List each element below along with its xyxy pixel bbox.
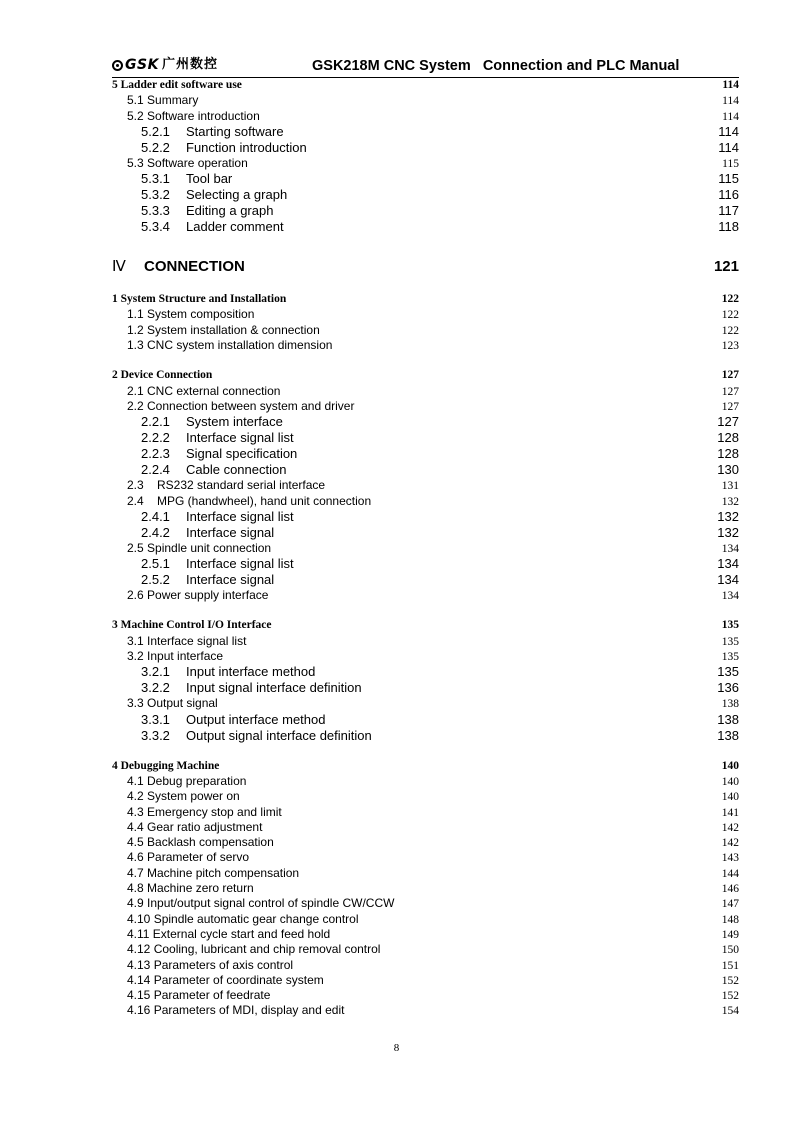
toc-entry[interactable] — [112, 257, 739, 277]
toc-entry-label — [127, 835, 274, 850]
toc-entry-label — [127, 774, 246, 789]
toc-entry-label — [127, 850, 249, 865]
toc-entry-title: 3.2 Input interface — [127, 649, 224, 664]
toc-entry-page: 122 — [721, 309, 739, 322]
toc-entry[interactable] — [112, 927, 739, 942]
toc-entry[interactable] — [112, 896, 739, 911]
toc-entry-number: 3.2.1 — [141, 664, 170, 680]
toc-entry[interactable] — [112, 446, 739, 462]
toc-entry[interactable] — [112, 307, 739, 322]
toc-entry-title: 2.5 Spindle unit connection — [127, 540, 272, 555]
toc-entry-label — [127, 649, 223, 664]
toc-spacer — [112, 353, 739, 368]
toc-entry-title: 4.6 Parameter of servo — [127, 850, 250, 865]
toc-entry-title: 4.13 Parameters of axis control — [127, 957, 294, 972]
toc-entry-page: 148 — [721, 913, 739, 926]
toc-entry-title: 4.3 Emergency stop and limit — [127, 804, 282, 819]
toc-entry-page: 134 — [717, 556, 739, 572]
toc-entry-title: 4 Debugging Machine — [112, 759, 220, 772]
toc-entry[interactable] — [112, 942, 739, 957]
toc-entry-number: 5.3.1 — [141, 171, 170, 187]
toc-entry-label — [141, 219, 284, 235]
toc-entry-page: 128 — [717, 446, 739, 462]
toc-entry-page: 149 — [721, 928, 739, 941]
logo-text: GSK — [125, 57, 159, 73]
toc-entry-page: 150 — [721, 944, 739, 957]
toc-entry-page: 147 — [721, 898, 739, 911]
toc-entry-page: 152 — [721, 990, 739, 1003]
toc-entry-label — [141, 171, 232, 187]
toc-entry-label — [127, 896, 394, 911]
toc-entry-title: 4.15 Parameter of feedrate — [127, 988, 271, 1003]
toc-entry-title: Input signal interface definition — [186, 680, 362, 696]
toc-entry-title: 4.9 Input/output signal control of spindle CW/CCW — [127, 896, 395, 911]
toc-entry-number: 2.4.2 — [141, 524, 170, 540]
toc-entry-label — [127, 927, 330, 942]
toc-entry[interactable] — [112, 820, 739, 835]
toc-entry-title: 1.1 System composition — [127, 307, 255, 322]
logo-chinese-text: 广州数控 — [161, 57, 218, 72]
toc-entry[interactable] — [112, 881, 739, 896]
toc-entry-title: 2.1 CNC external connection — [127, 383, 281, 398]
toc-entry-label — [127, 912, 359, 927]
toc-entry-page: 132 — [717, 508, 739, 524]
toc-entry-label — [127, 789, 240, 804]
toc-entry-number: 5.3.4 — [141, 219, 170, 235]
toc-entry[interactable] — [112, 728, 739, 744]
toc-entry-number: 2.3 — [127, 478, 144, 493]
toc-entry-title: 3.1 Interface signal list — [127, 633, 247, 648]
toc-entry-page: 144 — [721, 867, 739, 880]
toc-entry-page: 140 — [721, 775, 739, 788]
toc-entry[interactable] — [112, 78, 739, 93]
toc-entry-label — [141, 728, 372, 744]
toc-entry-title: 4.14 Parameter of coordinate system — [127, 972, 324, 987]
toc-entry[interactable] — [112, 1003, 739, 1018]
toc-entry[interactable] — [112, 572, 739, 588]
toc-entry[interactable] — [112, 430, 739, 446]
toc-entry-title: System interface — [186, 414, 283, 430]
toc-entry[interactable] — [112, 140, 739, 156]
toc-entry-title: Interface signal list — [186, 556, 294, 572]
toc-spacer — [112, 744, 739, 759]
gsk-logo — [112, 57, 218, 73]
header-title: GSK218M CNC System Connection and PLC Manual — [312, 58, 680, 74]
toc-spacer — [112, 235, 739, 257]
toc-spacer — [112, 277, 739, 292]
page-number: 8 — [393, 1042, 400, 1054]
toc-entry-label — [112, 759, 219, 774]
toc-entry[interactable] — [112, 414, 739, 430]
toc-entry-title: Ladder comment — [186, 219, 284, 235]
toc-entry-page: 138 — [717, 727, 739, 743]
toc-entry-label — [127, 942, 380, 957]
toc-entry-label — [112, 368, 212, 383]
toc-entry-label — [141, 414, 283, 430]
toc-entry-label — [112, 78, 242, 93]
toc-entry-label — [141, 525, 274, 541]
toc-entry-label — [127, 478, 325, 493]
toc-entry-title: Selecting a graph — [186, 187, 288, 203]
toc-entry[interactable] — [112, 462, 739, 478]
toc-entry-title: Interface signal — [186, 572, 275, 588]
toc-entry-page: 121 — [713, 258, 739, 276]
toc-entry-title: Interface signal — [186, 524, 275, 540]
toc-entry-label — [127, 988, 270, 1003]
toc-entry-title: 4.2 System power on — [127, 789, 240, 804]
toc-entry-number: 5.3.2 — [141, 187, 170, 203]
toc-entry-page: 118 — [718, 219, 739, 235]
toc-entry-label — [141, 187, 287, 203]
toc-entry[interactable] — [112, 494, 739, 509]
toc-entry-label — [127, 109, 260, 124]
toc-entry-page: 140 — [721, 759, 739, 772]
toc-entry-title: CONNECTION — [144, 258, 245, 276]
toc-entry-title: 5 Ladder edit software use — [112, 79, 242, 91]
toc-entry-label — [127, 881, 254, 896]
toc-entry-number: 3.3.2 — [141, 727, 170, 743]
toc-entry[interactable] — [112, 384, 739, 399]
toc-entry-page: 116 — [718, 187, 739, 203]
toc-entry-label — [127, 958, 293, 973]
toc-entry-label — [112, 257, 245, 277]
toc-entry-page: 114 — [718, 123, 739, 139]
toc-entry[interactable] — [112, 292, 739, 307]
toc-entry-label — [141, 430, 294, 446]
toc-entry-label — [141, 124, 284, 140]
toc-entry-page: 138 — [721, 698, 739, 711]
toc-entry-number: 5.2.1 — [141, 123, 170, 139]
toc-entry-title: 5.1 Summary — [127, 93, 199, 108]
toc-entry-label — [127, 805, 282, 820]
toc-entry-title: Output signal interface definition — [186, 727, 372, 743]
table-of-contents — [112, 78, 739, 1019]
toc-entry-title: Interface signal list — [186, 508, 294, 524]
toc-entry-label — [127, 323, 320, 338]
toc-entry-label — [127, 156, 248, 171]
toc-entry[interactable] — [112, 338, 739, 353]
toc-entry-page: 152 — [721, 974, 739, 987]
toc-entry-page: 134 — [717, 572, 739, 588]
toc-entry[interactable] — [112, 109, 739, 124]
toc-entry-page: 141 — [721, 806, 739, 819]
toc-entry[interactable] — [112, 556, 739, 572]
toc-entry[interactable] — [112, 618, 739, 633]
toc-entry[interactable] — [112, 399, 739, 414]
toc-entry-title: 4.4 Gear ratio adjustment — [127, 819, 263, 834]
toc-entry-label — [127, 541, 271, 556]
toc-entry-title: MPG (handwheel), hand unit connection — [157, 493, 372, 508]
toc-entry[interactable] — [112, 759, 739, 774]
toc-entry-page: 135 — [721, 619, 739, 632]
toc-entry-label — [127, 384, 280, 399]
toc-entry[interactable] — [112, 541, 739, 556]
toc-entry-page: 131 — [721, 480, 739, 493]
toc-entry[interactable] — [112, 323, 739, 338]
toc-entry-label — [127, 696, 218, 711]
toc-entry-page: 142 — [721, 837, 739, 850]
toc-entry-label — [141, 462, 286, 478]
toc-entry[interactable] — [112, 368, 739, 383]
toc-entry-label — [127, 399, 354, 414]
toc-entry-label — [141, 509, 294, 525]
toc-entry-number: 3.2.2 — [141, 680, 170, 696]
toc-entry-label — [141, 572, 274, 588]
toc-entry[interactable] — [112, 93, 739, 108]
toc-entry-label — [141, 556, 294, 572]
toc-entry-title: Output interface method — [186, 711, 326, 727]
toc-entry-number: 5.2.2 — [141, 139, 170, 155]
toc-entry-number: 2.5.1 — [141, 556, 170, 572]
toc-entry-label — [127, 973, 324, 988]
toc-entry[interactable] — [112, 203, 739, 219]
toc-entry[interactable] — [112, 958, 739, 973]
toc-entry-page: 127 — [717, 414, 739, 430]
toc-entry-title: 4.10 Spindle automatic gear change control — [127, 911, 359, 926]
toc-entry-number: 5.3.3 — [141, 203, 170, 219]
toc-entry[interactable] — [112, 866, 739, 881]
toc-entry-page: 115 — [718, 171, 739, 187]
toc-entry-page: 154 — [721, 1005, 739, 1018]
toc-entry-title: Interface signal list — [186, 430, 294, 446]
toc-entry-number: 2.5.2 — [141, 572, 170, 588]
toc-entry-title: Input interface method — [186, 664, 316, 680]
toc-entry-title: 4.12 Cooling, lubricant and chip removal control — [127, 942, 381, 957]
toc-entry[interactable] — [112, 696, 739, 711]
toc-entry-page: 114 — [718, 139, 739, 155]
toc-entry-title: 2.6 Power supply interface — [127, 588, 269, 603]
toc-entry-page: 123 — [721, 340, 739, 353]
toc-entry-page: 132 — [721, 495, 739, 508]
toc-entry-title: 5.2 Software introduction — [127, 108, 260, 123]
toc-entry-page: 134 — [721, 542, 739, 555]
toc-entry-number: 2.4 — [127, 493, 144, 508]
toc-entry-number: 3.3.1 — [141, 711, 170, 727]
toc-entry[interactable] — [112, 805, 739, 820]
toc-entry-page: 127 — [721, 400, 739, 413]
toc-entry[interactable] — [112, 664, 739, 680]
toc-entry-page: 136 — [717, 680, 739, 696]
toc-entry-page: 117 — [718, 203, 739, 219]
toc-entry-page: 135 — [721, 635, 739, 648]
toc-entry-title: Cable connection — [186, 462, 287, 478]
page-header — [112, 56, 739, 76]
toc-entry-page: 134 — [721, 590, 739, 603]
toc-entry-label — [127, 866, 299, 881]
toc-entry-label — [141, 446, 297, 462]
toc-entry[interactable] — [112, 988, 739, 1003]
toc-entry-label — [141, 664, 315, 680]
toc-entry[interactable] — [112, 634, 739, 649]
toc-entry-number: 2.4.1 — [141, 508, 170, 524]
toc-entry-page: 140 — [721, 791, 739, 804]
toc-entry-label — [112, 618, 271, 633]
toc-entry[interactable] — [112, 187, 739, 203]
toc-entry-label — [127, 338, 332, 353]
toc-entry-page: 122 — [721, 293, 739, 306]
toc-entry[interactable] — [112, 912, 739, 927]
toc-entry-page: 127 — [721, 369, 739, 382]
toc-entry[interactable] — [112, 509, 739, 525]
toc-entry-title: 4.1 Debug preparation — [127, 773, 247, 788]
toc-entry-label — [127, 307, 254, 322]
toc-entry[interactable] — [112, 973, 739, 988]
toc-entry-title: Tool bar — [186, 171, 233, 187]
gsk-logo-icon — [112, 60, 123, 71]
toc-entry-label — [112, 292, 286, 307]
toc-entry-number: 2.2.3 — [141, 446, 170, 462]
toc-entry-page: 135 — [721, 651, 739, 664]
toc-entry-label — [127, 588, 268, 603]
toc-entry-number: 2.2.2 — [141, 430, 170, 446]
toc-entry[interactable] — [112, 588, 739, 603]
toc-entry[interactable] — [112, 850, 739, 865]
toc-entry[interactable] — [112, 525, 739, 541]
toc-entry-title: 1.2 System installation & connection — [127, 322, 320, 337]
toc-entry-page: 130 — [717, 462, 739, 478]
toc-entry-page: 128 — [717, 430, 739, 446]
toc-entry-title: 4.5 Backlash compensation — [127, 835, 274, 850]
toc-entry-title: 2 Device Connection — [112, 369, 213, 382]
toc-entry[interactable] — [112, 835, 739, 850]
toc-entry-title: RS232 standard serial interface — [157, 478, 326, 493]
toc-entry-page: 114 — [722, 95, 739, 108]
toc-entry-title: Signal specification — [186, 446, 298, 462]
toc-entry-page: 138 — [717, 711, 739, 727]
toc-entry-page: 146 — [721, 883, 739, 896]
toc-entry-label — [141, 680, 362, 696]
toc-entry-title: 4.11 External cycle start and feed hold — [127, 926, 331, 941]
toc-entry-number: 2.2.4 — [141, 462, 170, 478]
toc-entry-page: 143 — [721, 852, 739, 865]
toc-entry-page: 114 — [722, 110, 739, 123]
toc-entry-label — [127, 1003, 344, 1018]
toc-spacer — [112, 603, 739, 618]
toc-entry-page: 151 — [721, 959, 739, 972]
toc-entry-title: 4.7 Machine pitch compensation — [127, 865, 300, 880]
toc-entry-title: 3.3 Output signal — [127, 696, 218, 711]
toc-entry-label — [141, 203, 273, 219]
toc-entry[interactable] — [112, 156, 739, 171]
toc-entry-title: 4.8 Machine zero return — [127, 881, 254, 896]
toc-entry[interactable] — [112, 649, 739, 664]
toc-entry-label — [127, 93, 198, 108]
toc-entry-title: 1 System Structure and Installation — [112, 293, 287, 306]
toc-entry-title: 3 Machine Control I/O Interface — [112, 619, 272, 632]
toc-entry-page: 122 — [721, 324, 739, 337]
toc-entry-label — [127, 634, 246, 649]
toc-entry-title: Function introduction — [186, 139, 307, 155]
toc-entry-page: 132 — [717, 524, 739, 540]
toc-entry-label — [141, 140, 307, 156]
toc-entry[interactable] — [112, 478, 739, 493]
toc-entry-label — [127, 494, 371, 509]
toc-entry-page: 142 — [721, 821, 739, 834]
toc-entry[interactable] — [112, 680, 739, 696]
toc-entry[interactable] — [112, 171, 739, 187]
toc-entry-label — [127, 820, 262, 835]
toc-entry-title: 1.3 CNC system installation dimension — [127, 338, 333, 353]
toc-entry-page: 135 — [717, 664, 739, 680]
toc-entry[interactable] — [112, 789, 739, 804]
toc-entry-label — [141, 712, 325, 728]
toc-entry[interactable] — [112, 219, 739, 235]
toc-entry-page: 127 — [721, 385, 739, 398]
toc-entry-title: 5.3 Software operation — [127, 155, 248, 170]
toc-entry-title: 4.16 Parameters of MDI, display and edit — [127, 1003, 345, 1018]
toc-entry-page: 115 — [722, 157, 739, 170]
toc-entry[interactable] — [112, 774, 739, 789]
toc-entry-number: Ⅳ — [112, 259, 126, 276]
toc-entry-title: 2.2 Connection between system and driver — [127, 398, 355, 413]
toc-entry[interactable] — [112, 712, 739, 728]
toc-entry[interactable] — [112, 124, 739, 140]
toc-entry-number: 2.2.1 — [141, 414, 170, 430]
toc-entry-title: Starting software — [186, 123, 284, 139]
toc-entry-title: Editing a graph — [186, 203, 274, 219]
toc-entry-page: 114 — [722, 79, 739, 91]
